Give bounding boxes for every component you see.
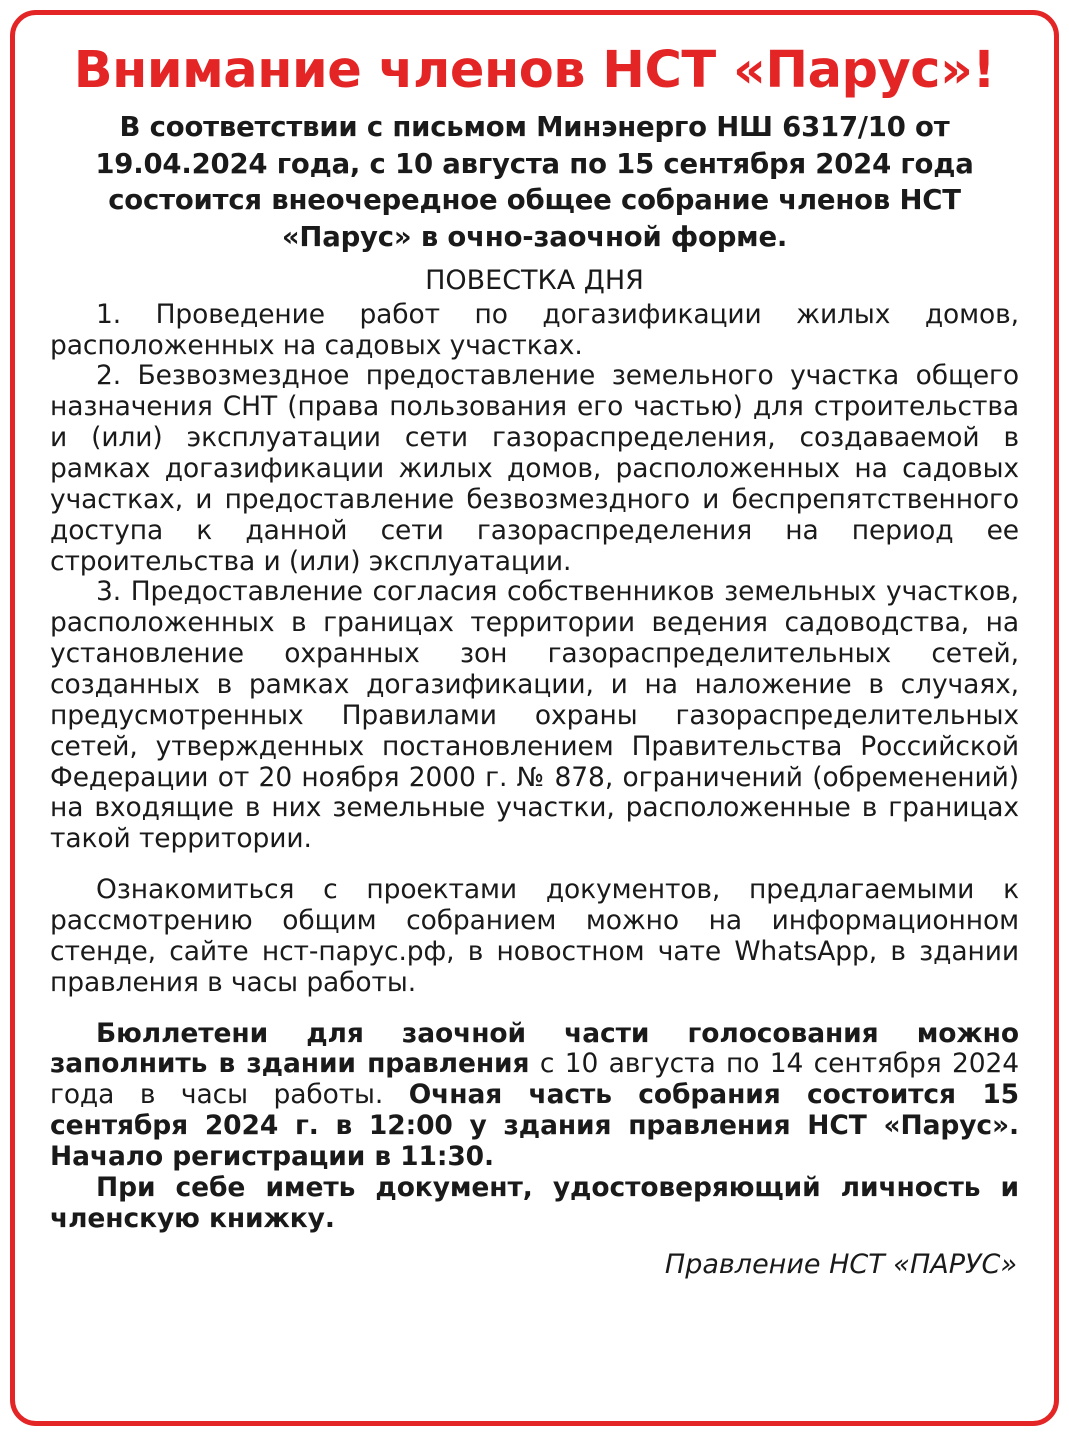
- voting-paragraph: [50, 1019, 1019, 1173]
- voting-bold-lead: Бюллетени для заочной части голосования можно заполнить в здании правления: [50, 1017, 1019, 1080]
- documents-access-paragraph: Ознакомиться с проектами документов, предлагаемыми к рассмотрению общим собранием можно на информационном стенде, сайте нст-парус.рф, в новостном чате WhatsApp, в здании правления в часы работы.: [50, 874, 1019, 998]
- poster-content: [16, 14, 1053, 1426]
- page-title: Внимание членов НСТ «Парус»!: [73, 41, 996, 100]
- signature: Правление НСТ «ПАРУС»: [664, 1248, 1017, 1280]
- identification-requirement: При себе иметь документ, удостоверяющий личность и членскую книжку.: [50, 1171, 1019, 1234]
- agenda-heading: ПОВЕСТКА ДНЯ: [425, 265, 644, 297]
- meeting-announcement-lead: В соответствии с письмом Минэнерго НШ 6317/10 от 19.04.2024 года, с 10 августа по 15 сентября 2024 года состоится внеочередное общее собрание членов НСТ «Парус» в очно-заочной форме.: [95, 111, 974, 253]
- in-person-part: Очная часть собрания состоится 15 сентября 2024 г. в 12:00 у здания правления НСТ «Парус». Начало регистрации в 11:30.: [50, 1079, 1019, 1173]
- voting-dates: с 10 августа по 14 сентября 2024 года в часы работы.: [50, 1048, 1020, 1111]
- agenda-item: 3. Предоставление согласия собственников земельных участков, расположенных в границах территории ведения садоводства, на установление охранных зон газораспределительных сетей, созданных в рамках догазификации, и на наложение в случаях, предусмотренных Правилами охраны газораспределительных сетей, утвержденных постановлением Правительства Российской Федерации от 20 ноября 2000 г. № 878, ограничений (обременений) на входящие в них земельные участки, расположенные в границах такой территории.: [50, 576, 1019, 855]
- agenda-item: 1. Проведение работ по догазификации жилых домов, расположенных на садовых участках.: [50, 298, 1019, 361]
- agenda-item: 2. Безвозмездное предоставление земельного участка общего назначения СНТ (права пользования его частью) для строительства и (или) эксплуатации сети газораспределения, создаваемой в рамках догазификации жилых домов, расположенных на садовых участках, и предоставление безвозмездного и беспрепятственного доступа к данной сети газораспределения на период ее строительства и (или) эксплуатации.: [50, 360, 1019, 577]
